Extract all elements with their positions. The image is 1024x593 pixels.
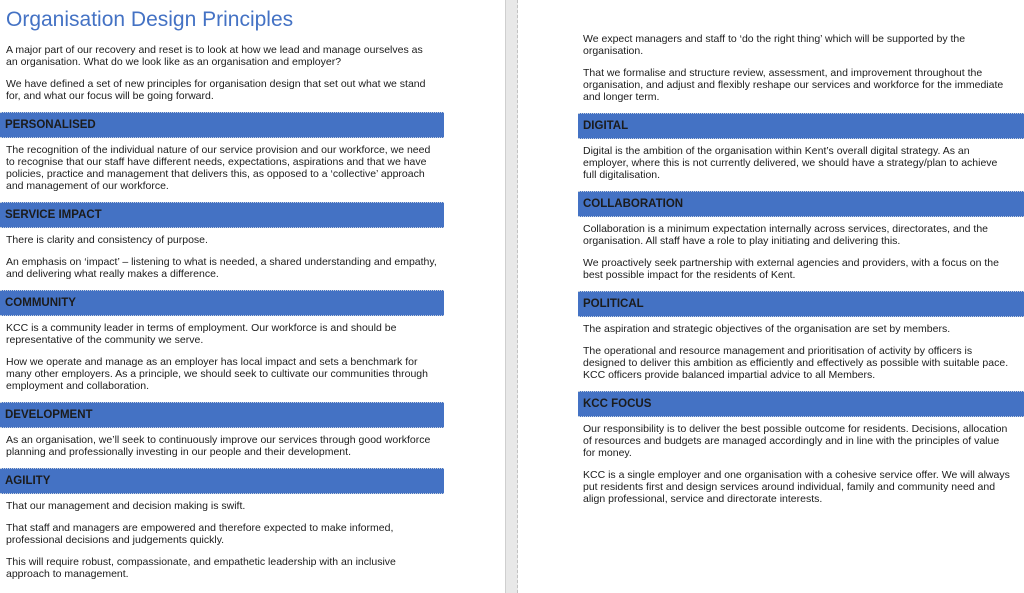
page-1: [0, 0, 505, 593]
paragraph: There is clarity and consistency of purpose.: [6, 234, 208, 246]
section-header-digital: DIGITAL: [578, 113, 1024, 139]
section-header-kcc-focus: KCC FOCUS: [578, 391, 1024, 417]
paragraph: That our management and decision making is swift.: [6, 500, 246, 512]
section-header-personalised: PERSONALISED: [0, 112, 444, 138]
paragraph: The recognition of the individual nature of our service provision and our workforce, we need to recognise that our staff have different needs, expectations, aspirations and that we have policies, practice and management that delivers this, as opposed to a ‘collective’ approach and management of our workforce.: [6, 144, 431, 192]
paragraph: KCC is a community leader in terms of employment. Our workforce is and should be representative of the community we serve.: [6, 322, 397, 346]
paragraph: That staff and managers are empowered and therefore expected to make informed, professional decisions and judgements quickly.: [6, 522, 394, 546]
page-gap-divider: [505, 0, 518, 593]
paragraph: An emphasis on ‘impact’ – listening to what is needed, a shared understanding and empathy, and delivering what really makes a difference.: [6, 256, 437, 280]
section-header-agility: AGILITY: [0, 468, 444, 494]
intro-paragraph: We expect managers and staff to ‘do the right thing’ which will be supported by the organisation.: [583, 33, 966, 57]
paragraph: How we operate and manage as an employer has local impact and sets a benchmark for many other employers. As a principle, we should seek to cultivate our communities through employment and collaboration.: [6, 356, 428, 392]
section-header-political: POLITICAL: [578, 291, 1024, 317]
paragraph: KCC is a single employer and one organisation with a cohesive service offer. We will always put residents first and design services around individual, family and community need and align professional, service and directorate interests.: [583, 469, 1010, 505]
paragraph: Digital is the ambition of the organisation within Kent’s overall digital strategy. As an employer, where this is not currently delivered, we should have a strategy/plan to achieve full digitalisation.: [583, 145, 998, 181]
intro-paragraph: A major part of our recovery and reset is to look at how we lead and manage ourselves as an organisation. What do we look like as an organisation and employer?: [6, 44, 423, 68]
intro-paragraph: We have defined a set of new principles for organisation design that set out what we stand for, and what our focus will be going forward.: [6, 78, 426, 102]
section-header-community: COMMUNITY: [0, 290, 444, 316]
paragraph: We proactively seek partnership with external agencies and providers, with a focus on the best possible impact for the residents of Kent.: [583, 257, 999, 281]
section-header-development: DEVELOPMENT: [0, 402, 444, 428]
paragraph: Our responsibility is to deliver the best possible outcome for residents. Decisions, allocation of resources and budgets are managed accordingly and in line with the principles of value for money.: [583, 423, 1008, 459]
page-title: Organisation Design Principles: [6, 8, 294, 31]
section-header-service-impact: SERVICE IMPACT: [0, 202, 444, 228]
paragraph: The aspiration and strategic objectives of the organisation are set by members.: [583, 323, 951, 335]
section-header-collaboration: COLLABORATION: [578, 191, 1024, 217]
page-2: [518, 0, 1024, 593]
paragraph: Collaboration is a minimum expectation internally across services, directorates, and the organisation. All staff have a role to play initiating and delivering this.: [583, 223, 989, 247]
paragraph: This will require robust, compassionate, and empathetic leadership with an inclusive approach to management.: [6, 556, 396, 580]
paragraph: The operational and resource management and prioritisation of activity by officers is designed to deliver this ambition as efficiently and effectively as possible with suitable pace. KCC officers provide balanced impartial advice to all Members.: [583, 345, 1009, 381]
paragraph: As an organisation, we’ll seek to continuously improve our services through good workforce planning and professionally investing in our people and their development.: [6, 434, 431, 458]
intro-paragraph: That we formalise and structure review, assessment, and improvement throughout the organisation, and adjust and flexibly reshape our services and workforce for the immediate and longer term.: [583, 67, 1004, 103]
